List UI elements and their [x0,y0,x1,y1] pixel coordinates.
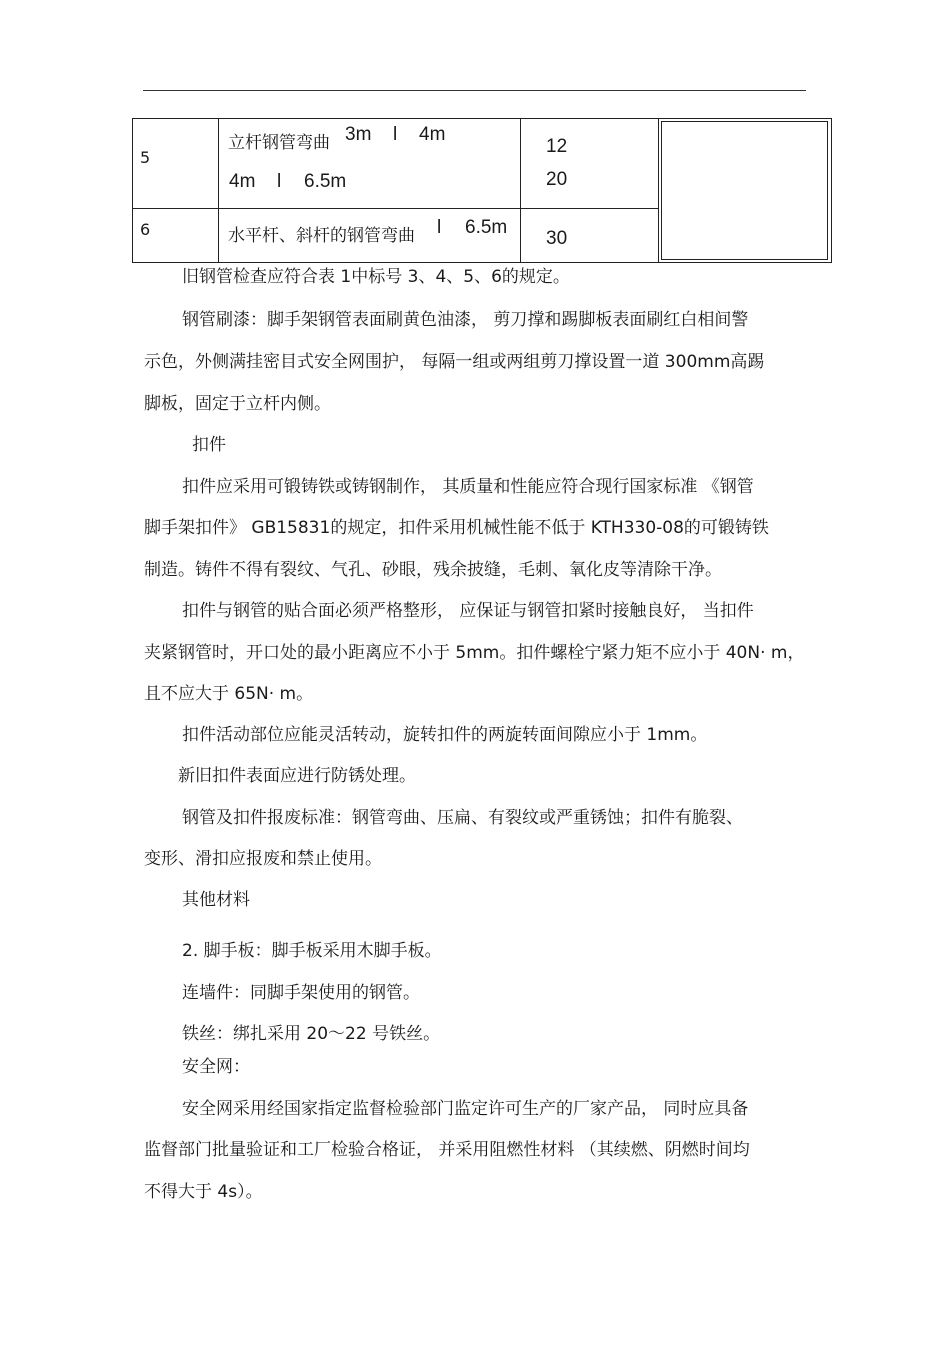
row-description: 水平杆、斜杆的钢管弯曲 [228,226,415,246]
paragraph-line: 不得大于 4s）。 [144,1182,263,1202]
row-number: 5 [140,148,151,167]
paragraph-line: 安全网采用经国家指定监督检验部门监定许可生产的厂家产品， 同时应具备 [182,1099,749,1119]
paragraph-line: 夹紧钢管时，开口处的最小距离应不小于 5mm。扣件螺栓宁紧力矩不应小于 40N· m， [144,643,805,663]
section-heading: 扣件 [192,435,226,455]
paragraph-line: 脚板，固定于立杆内侧。 [144,394,331,414]
row-number: 6 [140,220,151,239]
limit-value: 30 [546,228,568,249]
col-divider [658,118,659,263]
row-divider [132,208,658,209]
paragraph-line: 钢管刷漆：脚手架钢管表面刷黄色油漆， 剪刀撑和踢脚板表面刷红白相间警 [182,310,749,330]
range-value: 6.5m [465,217,508,238]
paragraph-line: 连墙件：同脚手架使用的钢管。 [182,983,420,1003]
paragraph-line: 铁丝：绑扎采用 20～22 号铁丝。 [182,1024,441,1044]
range-value: 4m [419,124,446,145]
remarks-cell [661,121,828,260]
paragraph-line: 2. 脚手板：脚手板采用木脚手板。 [182,941,442,961]
range-symbol: l [277,171,282,192]
limit-value: 20 [546,169,568,190]
paragraph-line: 且不应大于 65N· m。 [144,684,314,704]
header-rule [143,90,806,91]
range-value: 6.5m [304,171,347,192]
paragraph-line: 扣件与钢管的贴合面必须严格整形， 应保证与钢管扣紧时接触良好， 当扣件 [182,601,754,621]
paragraph-line: 变形、滑扣应报废和禁止使用。 [144,849,382,869]
paragraph-line: 脚手架扣件》 GB15831的规定，扣件采用机械性能不低于 KTH330-08的可锻铸铁 [144,518,769,538]
paragraph-line: 示色，外侧满挂密目式安全网围护， 每隔一组或两组剪刀撑设置一道 300mm高踢 [144,352,765,372]
col-divider [218,118,219,263]
limit-value: 12 [546,136,568,157]
section-heading: 安全网： [182,1057,250,1077]
paragraph-line: 扣件活动部位应能灵活转动，旋转扣件的两旋转面间隙应小于 1mm。 [182,725,708,745]
paragraph-line: 旧钢管检查应符合表 1中标号 3、4、5、6的规定。 [182,267,570,287]
range-symbol: l [393,124,398,145]
range-symbol: l [437,217,442,238]
row-description: 立杆钢管弯曲 [228,133,330,153]
spec-table [132,118,832,263]
col-divider [520,118,521,263]
paragraph-line: 钢管及扣件报废标准：钢管弯曲、压扁、有裂纹或严重锈蚀；扣件有脆裂、 [182,808,743,828]
paragraph-line: 制造。铸件不得有裂纹、气孔、砂眼，残余披缝，毛刺、氧化皮等清除干净。 [144,560,722,580]
paragraph-line: 监督部门批量验证和工厂检验合格证， 并采用阻燃性材料 （其续燃、阴燃时间均 [144,1140,750,1160]
paragraph-line: 新旧扣件表面应进行防锈处理。 [178,766,416,786]
paragraph-line: 扣件应采用可锻铸铁或铸钢制作， 其质量和性能应符合现行国家标准 《钢管 [182,477,754,497]
range-value: 4m [229,171,256,192]
section-heading: 其他材料 [182,890,250,910]
range-value: 3m [345,124,372,145]
